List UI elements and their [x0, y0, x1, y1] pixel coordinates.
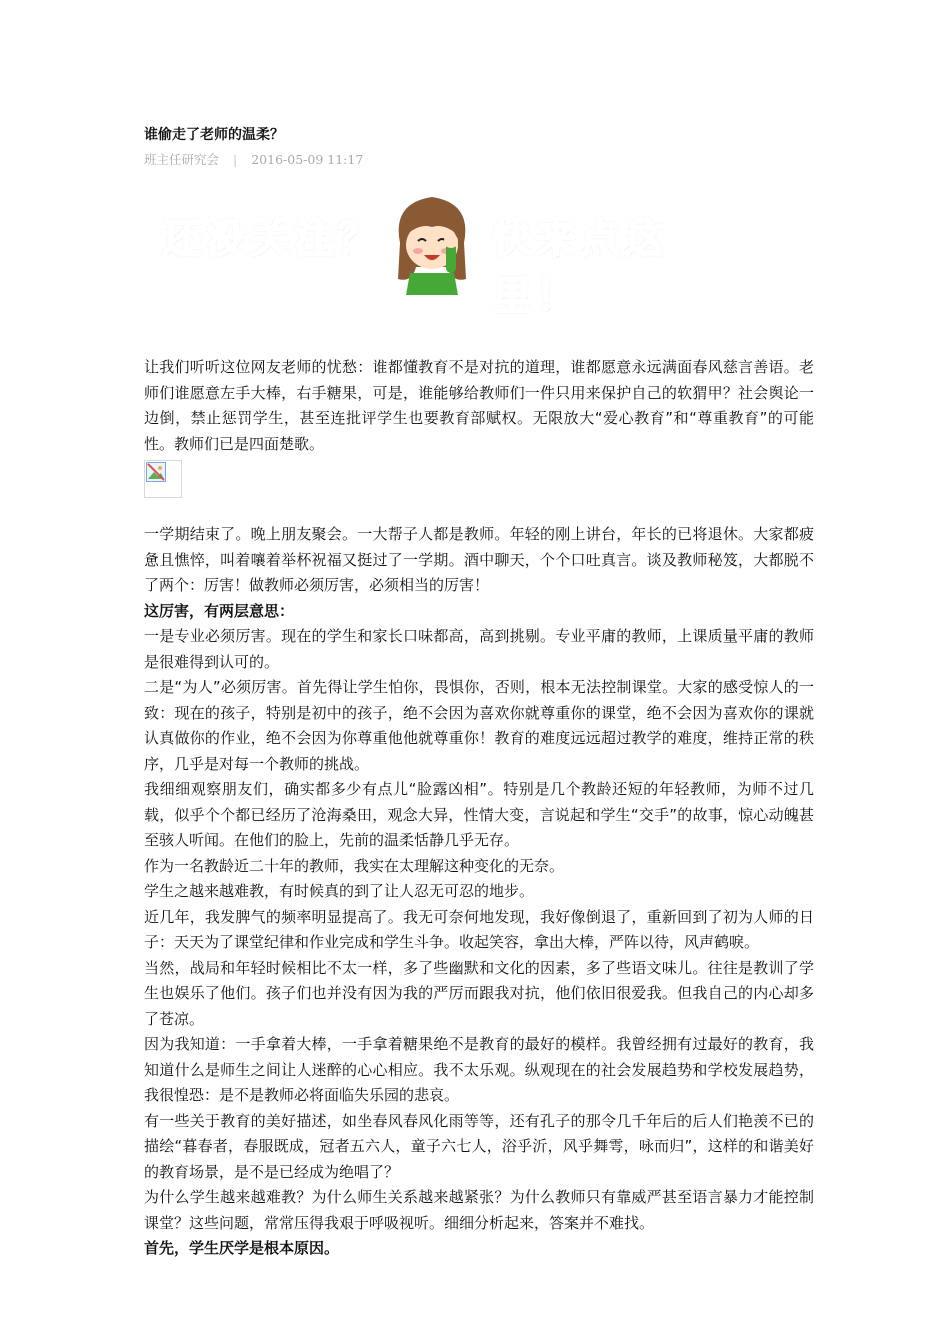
meta-separator: |: [233, 152, 238, 167]
banner-left-text: 还没关注？: [162, 216, 382, 262]
body-paragraph: 近几年，我发脾气的频率明显提高了。我无可奈何地发现，我好像倒退了，重新回到了初为人师的日子：天天为了课堂纪律和作业完成和学生斗争。收起笑容，拿出大棒，严阵以待，风声鹤唳。: [144, 907, 814, 951]
article-title: 谁偷走了老师的温柔？: [144, 127, 284, 143]
banner-right-text: 快来点这里！: [492, 216, 668, 319]
body-paragraph: 我细细观察朋友们，确实都多少有点儿“脸露凶相”。特别是几个教龄还短的年轻教师，为师不过几载，似乎个个都已经历了沧海桑田，观念大异，性情大变，言说起和学生“交手”的故事，惊心动魄甚至骇人听闻。在他们的脸上，先前的温柔恬静几乎无存。: [144, 780, 814, 849]
body-paragraph: 一是专业必须厉害。现在的学生和家长口味都高，高到挑剔。专业平庸的教师，上课质量平庸的教师是很难得到认可的。: [144, 627, 814, 671]
cartoon-girl-icon: [382, 183, 482, 295]
article-body: [144, 522, 814, 1262]
body-paragraph: 作为一名教龄近二十年的教师，我实在太理解这种变化的无奈。: [144, 856, 565, 875]
body-paragraph: 当然，战局和年轻时候相比不太一样，多了些幽默和文化的因素，多了些语文味儿。往往是教训了学生也娱乐了他们。孩子们也并没有因为我的严厉而跟我对抗，他们依旧很爱我。但我自己的内心却多了苍凉。: [144, 958, 814, 1028]
section-heading: 这厉害，有两层意思：: [144, 601, 295, 620]
body-paragraph: 一学期结束了。晚上朋友聚会。一大帮子人都是教师。年轻的刚上讲台，年长的已将退休。大家都疲惫且憔悴，叫着嚷着举杯祝福又挺过了一学期。酒中聊天，个个口吐真言。谈及教师秘笈，大都脱不了两个：厉害！做教师必须厉害，必须相当的厉害！: [144, 525, 814, 594]
body-paragraph: 为什么学生越来越难教？为什么师生关系越来越紧张？为什么教师只有靠威严甚至语言暴力才能控制课堂？这些问题，常常压得我艰于呼吸视听。细细分析起来，答案并不难找。: [144, 1188, 814, 1232]
section-heading: 首先，学生厌学是根本原因。: [144, 1239, 340, 1257]
intro-paragraph: 让我们听听这位网友老师的忧愁：谁都懂教育不是对抗的道理，谁都愿意永远满面春风慈言善语。老师们谁愿意左手大棒，右手糖果，可是，谁能够给教师们一件只用来保护自己的软猬甲？社会舆论一边倒，禁止惩罚学生，甚至连批评学生也要教育部赋权。无限放大“爱心教育”和“尊重教育”的可能性。教师们已是四面楚歌。: [144, 358, 814, 453]
body-paragraph: 有一些关于教育的美好描述，如坐春风春风化雨等等，还有孔子的那令几千年后的后人们艳羡不已的描绘“暮春者，春服既成，冠者五六人，童子六七人，浴乎沂，风乎舞雩，咏而归”，这样的和谐美好的教育场景，是不是已经成为绝唱了？: [144, 1111, 814, 1181]
body-paragraph: 学生之越来越难教，有时候真的到了让人忍无可忍的地步。: [144, 882, 535, 900]
article: [144, 125, 814, 1262]
body-paragraph: 因为我知道：一手拿着大棒，一手拿着糖果绝不是教育的最好的模样。我曾经拥有过最好的教育，我知道什么是师生之间让人迷醉的心心相应。我不太乐观。纵观现在的社会发展趋势和学校发展趋势，我很惶恐：是不是教师必将面临失乐园的悲哀。: [144, 1035, 814, 1104]
body-paragraph: 二是“为人”必须厉害。首先得让学生怕你，畏惧你，否则，根本无法控制课堂。大家的感受惊人的一致：现在的孩子，特别是初中的孩子，绝不会因为喜欢你就尊重你的课堂，绝不会因为喜欢你的课就认真做你的作业，绝不会因为你尊重他他就尊重你！教育的难度远远超过教学的难度，维持正常的秩序，几乎是对每一个教师的挑战。: [144, 678, 814, 773]
article-meta: [144, 151, 814, 169]
follow-banner[interactable]: [152, 183, 742, 319]
broken-image-icon: [144, 460, 182, 498]
author-link[interactable]: 班主任研究会: [144, 152, 220, 167]
publish-datetime: 2016-05-09 11:17: [251, 152, 364, 167]
